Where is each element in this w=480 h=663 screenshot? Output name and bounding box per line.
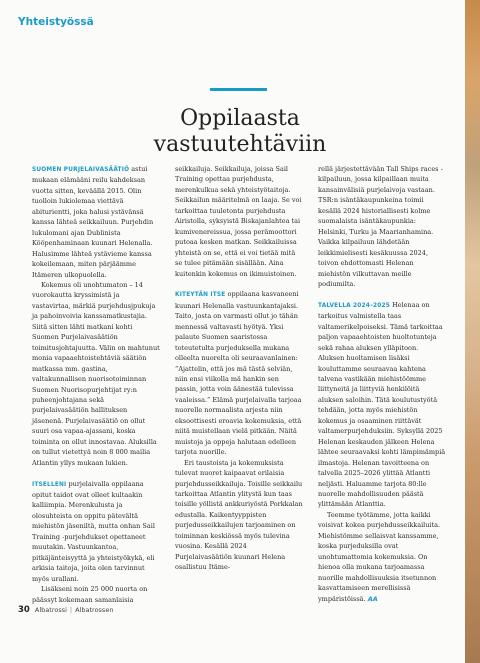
paragraph (318, 510, 446, 604)
paragraph-text: purjelaivalla oppilaana opitut taidot ovat olleet kultaakin kalliimpia. Merenkulusta ja olosuhteista on oppitu pätevältä miehistön jäseniltä, mutta onhan Sail Training -purjehdukset opettaneet muutakin. Vastuunkantoa, pitkäjänteisyyttä ja yhteistyökykä, eli arkisia taitoja, joita olen tarvinnut myös urallani. (32, 479, 155, 583)
paragraph (175, 458, 303, 573)
paragraph-lead: KITEYTÄN ITSE (175, 292, 226, 299)
paragraph-text: Kokemus oli unohtumaton – 14 vuorokautta kryssimistä ja vastavirtaa, märkiä purjehdusjpukuja ja pahoinvoivia kanssamatkustajia. Siitä sitten lähti matkani kohti Suomen Purjelaivasäätiön toimitusjohtajuutta. Välin on mahtunut monia vapaaehtoistehtäviä säätiön matkassa mm. gastina, valtakunnallisen nuorisotoiminnan Suomen Nuorisopurjehtijat ry:n puheenjohtajana sekä purjelaivasäätiön hallituksen jäsenenä. Purjelaivasäätiö on ollut suuri osa vapaa-ajassani, koska toiminta on ollut innostavaa. Aluksilla on tullut vietettyä noin 8 000 mailia Atlantin yllys mukaan lukien. (32, 280, 160, 467)
paragraph-lead: ITSELLENI (32, 481, 67, 488)
adjacent-page-photo-edge (465, 0, 480, 663)
paragraph-text: astui mukaan elämääni reilu kahdeksan vuotta sitten, keväällä 2015. Olin tuolloin lukiolemaa viettävä abiturientti, joka halusi ystävänsä kanssa lähteä seikkailuun. Purjehdin lukulomani ajan Dublinista Kööpenhaminaan kuunari Helenalla. Halusimme lähteä ystävieme kanssa kokeilemaan, miten pärjäämme Itämeren ulkopuolella. (32, 165, 154, 279)
paragraph-text: seikkailuja. Seikkailuja, joissa Sail Training opettaa purjehdusta, merenkulkua sekä yhteistyötaitoja. Seikkailun määritelmä on laaja. Se voi tarkoittaa tuuletonta purjehdusta Airistolla, syksyistä Biskajanlahtea tai kumivenereissua, jossa perämoottori putoaa kesken matkan. Seikkailuissa yhteistä on se, että ei voi tietää mitä se tulee pitämään sisällään. Aina kuitenkin kokemus on ikimuistoinen. (175, 165, 302, 278)
text-column-2 (175, 164, 303, 586)
headline-line-1: Oppilaasta (180, 106, 300, 131)
footer-separator: | (69, 606, 73, 614)
page-number: 30 (18, 605, 30, 615)
text-column-3 (318, 164, 446, 603)
paragraph-lead: TALVELLA 2024–2025 (318, 302, 390, 309)
page-footer (18, 605, 113, 615)
end-mark: AA (367, 594, 378, 603)
paragraph-text: rellä järjestettävään Tall Ships races -kilpailuun, jossa kilpaillaan muita kansainvälisiä purjelaivoja vastaan. TSR:n isäntäkaupunkeina toimii kesällä 2024 historiallisesti kolme suomalaista isäntäkaupunkia: Helsinki, Turku ja Maarianhamina. Vaikka kilpailuun lähdetään leikkimielisesti kesäkuussa 2024, toivon ehdottomasti Helenan miehistön vilkuttavan meille podiumilta. (318, 165, 443, 288)
paragraph (318, 164, 446, 289)
paragraph-text: oppilaana kasvaneeni kuunari Helenalla vastuunkantajaksi. Taito, josta on varmasti ollut jo tähän mennessä valtavasti hyötyä. Yksi palaute Suomen saaristossa toteutetulta purjeduksella mukana olleelta nuorelta oli seuraavanlainen: ”Ajattelin, että jos mä tästä selviän, niin ensi viikolla mä hankin sen passin, jotta voin äänestää tulevissa vaaleissa.” Elämä purjelaivalla tarjoaa nuorelle normaalista arjesta niin eksoottisesti eroavia kokemuksia, että niitä muistellaan vielä pitkään. Näitä muistoja ja oppeja halutaan edelleen tarjota nuorille. (175, 290, 302, 457)
paragraph (318, 300, 446, 510)
paragraph-lead: SUOMEN PURJELAIVASÄÄTIÖ (32, 167, 130, 173)
magazine-name: Albatrossi (34, 606, 67, 614)
paragraph (175, 164, 303, 279)
paragraph-text: Eri taustoista ja kokemuksista tulevat nuoret kaipaavat erilaisia purjehdusseikkailuja. Toisille seikkailu tarkoittaa Atlantin ylitystä kun taas toisille yöllistä ankkuriyöstä Porkkalan edustalla. Kaikentyyppisten purjedusseikkailujen tarjoaminen on toiminnan keskiössä myös tulevina vuosina. Kesällä 2024 Purjelaivasäätiön kuunari Helena osallistuu Itäme- (175, 458, 303, 572)
paragraph (32, 280, 160, 468)
article-headline (100, 106, 380, 158)
paragraph-text: Helenaa on tarkoitus valmistella taas valtamerikelpoiseksi. Tämä tarkoittaa paljon vapaaehtoisten huoltotunteja sekä rahaa aluksen ylläpitoon. Aluksen huoltamisen lisäksi kouluttamme seuraavaa kahtena talvena vastikään miehistöömme liittyneitä ja liittyviä henkilöitä aluksen saloihin. Tätä koulutustyötä tehdään, jotta myös miehistön kokemus ja osaaminen riittävät valtamerpurjehduksiin. Syksyllä 2025 Helenan keskauden jälkeen Helena lähtee seuraavaksi kohti lämpimämpiä ilmastoja. Helenan tavoitteena on talvella 2025–2026 ylittää Atlantti neljästi. Haluamme tarjota 80:lle nuorelle mahdollisuuden päästä ylittämään Atlanttia. (318, 300, 446, 509)
text-column-1 (32, 164, 160, 604)
paragraph-text: Teemme työtämme, jotta kaikki voisivat kokea purjehdusseikkailuita. Miehistömme sellaisvat kanssamme, koska purjeduksilla ovat unohtumattomia kokemuksia. On hienoa olla mukana tarjoamassa nuorille mahdollisuuksia itsetunnon kasvattamiseen merellisissä ympäristöissä. (318, 510, 441, 603)
headline-rule (210, 88, 267, 91)
paragraph-text: Lisäkseni noin 25 000 nuorta on päässyt kokemaan samanlaisia (32, 585, 148, 604)
paragraph (32, 164, 160, 280)
headline-line-2: vastuutehtäviin (153, 132, 327, 157)
paragraph (32, 584, 160, 605)
paragraph (175, 289, 303, 457)
section-label: Yhteistyössä (18, 16, 94, 28)
paragraph (32, 479, 160, 585)
magazine-name-swedish: Albatrossen (75, 606, 114, 614)
